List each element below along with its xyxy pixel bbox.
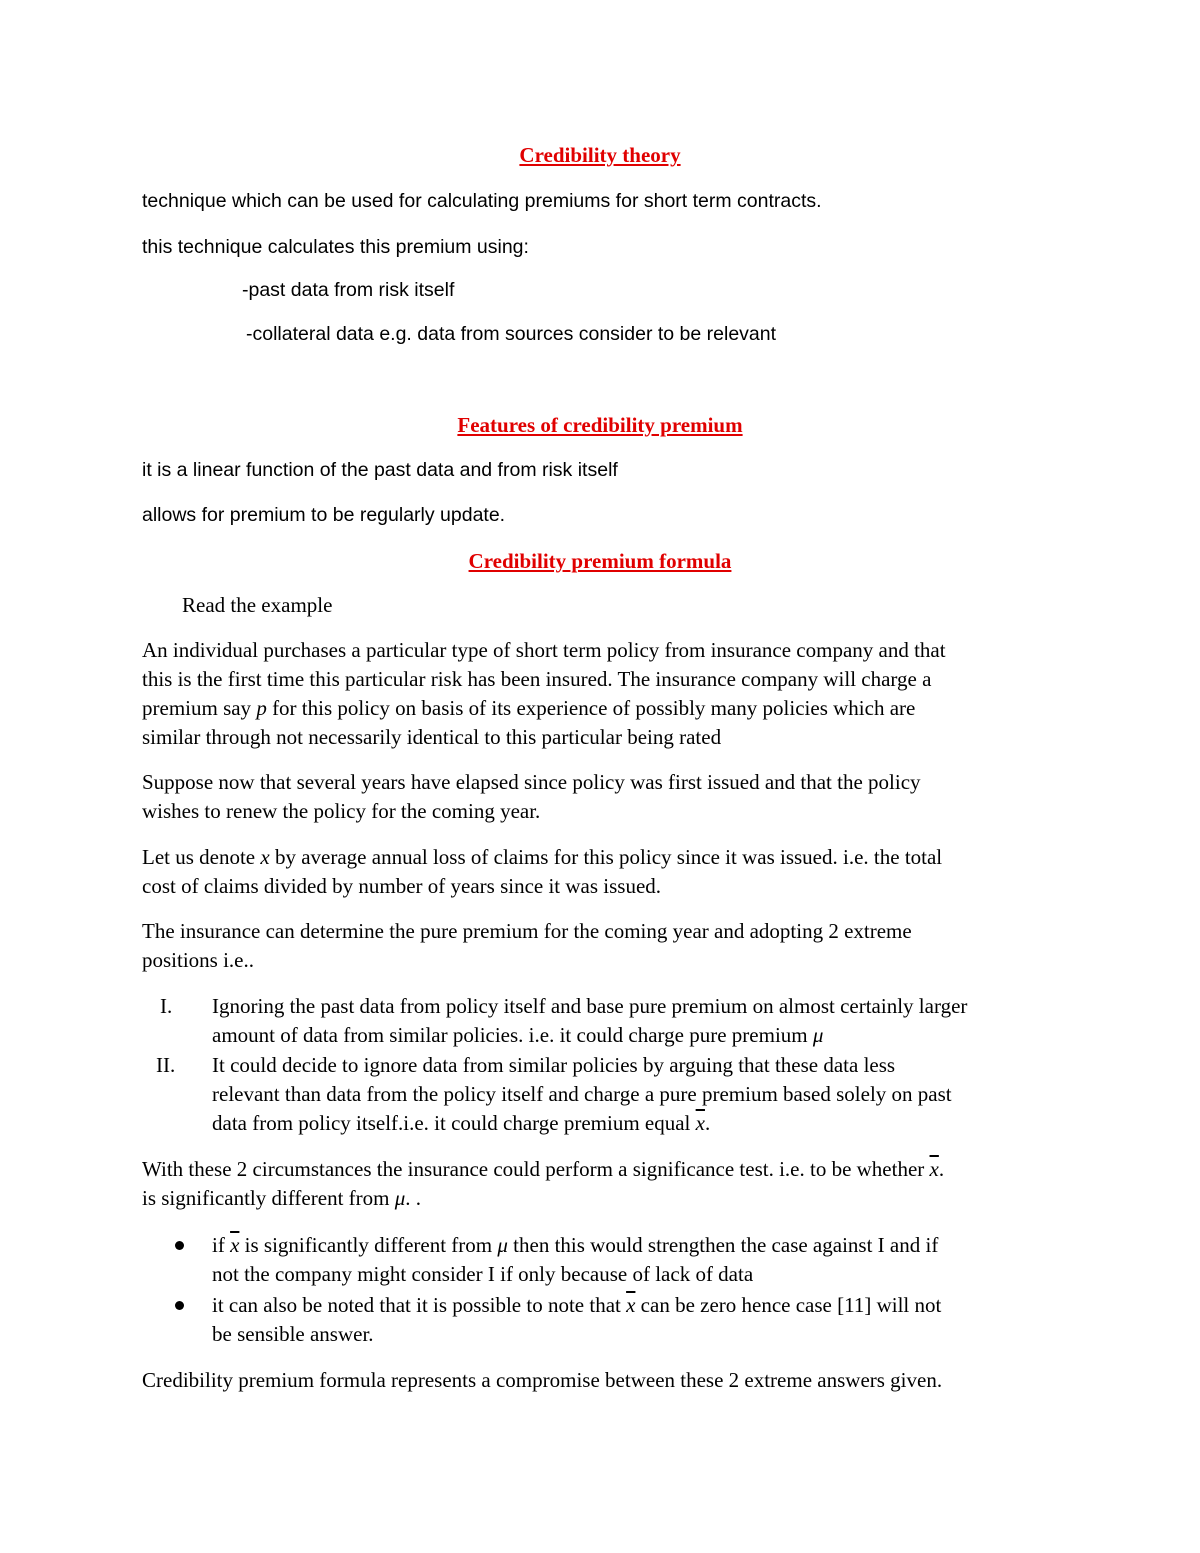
intro-item-2: -collateral data e.g. data from sources consider to be relevant xyxy=(246,323,777,345)
significance-line-2a: is significantly different from xyxy=(142,1186,395,1210)
symbol-p: p xyxy=(256,696,267,720)
para3-line-1b: by average annual loss of claims for this policy since it was issued. i.e. the total xyxy=(269,845,943,869)
numbered-2-line-3b: . xyxy=(704,1111,711,1135)
para3-line-1a: Let us denote xyxy=(142,845,261,869)
symbol-mu: μ xyxy=(394,1186,406,1210)
title-heading: Credibility theory xyxy=(519,143,681,167)
significance-line-1 xyxy=(142,1155,944,1184)
features-heading: Features of credibility premium xyxy=(457,413,743,437)
para1-line-3a: premium say xyxy=(142,696,257,720)
list-marker-1: I. xyxy=(160,994,173,1018)
conclusion: Credibility premium formula represents a compromise between these 2 extreme answers given. xyxy=(142,1368,943,1392)
symbol-mu: μ xyxy=(497,1233,508,1257)
list-marker-2: II. xyxy=(156,1053,176,1077)
numbered-1-line-2a: amount of data from similar policies. i.e. it could charge pure premium xyxy=(212,1023,813,1047)
features-line-2: allows for premium to be regularly update. xyxy=(142,504,506,526)
para2-line-1: Suppose now that several years have elapsed since policy was first issued and that the policy xyxy=(142,770,921,794)
bullet-2-line-1a: it can also be noted that it is possible to note that xyxy=(212,1293,627,1317)
para1-line-1: An individual purchases a particular type of short term policy from insurance company and that xyxy=(142,638,946,662)
bullet-1-line-1 xyxy=(212,1231,938,1260)
para1-line-4: similar through not necessarily identical to this particular being rated xyxy=(142,725,722,749)
para1-line-3b: for this policy on basis of its experience of possibly many policies which are xyxy=(266,696,916,720)
bullet-icon xyxy=(175,1241,184,1250)
numbered-1-line-1: Ignoring the past data from policy itself and base pure premium on almost certainly larger xyxy=(212,994,968,1018)
intro-item-1: -past data from risk itself xyxy=(242,279,455,301)
para2-line-2: wishes to renew the policy for the coming year. xyxy=(142,799,541,823)
bullet-1-line-1b: is significantly different from xyxy=(239,1233,498,1257)
read-example: Read the example xyxy=(182,593,333,617)
para3-line-1 xyxy=(142,843,942,872)
symbol-x-bar: $\overline{x}$ xyxy=(626,1293,636,1317)
formula-heading: Credibility premium formula xyxy=(468,549,732,573)
para1-line-3 xyxy=(142,694,915,723)
symbol-x: x xyxy=(260,845,270,869)
bullet-icon xyxy=(175,1301,184,1310)
bullet-2-line-1 xyxy=(212,1291,941,1320)
features-line-1: it is a linear function of the past data and from risk itself xyxy=(142,459,618,481)
intro-line-1: technique which can be used for calculating premiums for short term contracts. xyxy=(142,190,822,212)
significance-line-1a: With these 2 circumstances the insurance could perform a significance test. i.e. to be whether xyxy=(142,1157,930,1181)
para4-line-2: positions i.e.. xyxy=(142,948,255,972)
significance-line-1b: . xyxy=(938,1157,945,1181)
bullet-2-line-2: be sensible answer. xyxy=(212,1322,374,1346)
significance-line-2 xyxy=(142,1184,421,1213)
intro-line-2: this technique calculates this premium using: xyxy=(142,236,529,258)
bullet-1-line-1c: then this would strengthen the case against I and if xyxy=(507,1233,939,1257)
numbered-2-line-3a: data from policy itself.i.e. it could charge premium equal xyxy=(212,1111,696,1135)
symbol-mu: μ xyxy=(812,1023,824,1047)
numbered-2-line-2: relevant than data from the policy itself and charge a pure premium based solely on past xyxy=(212,1082,952,1106)
numbered-2-line-1: It could decide to ignore data from similar policies by arguing that these data less xyxy=(212,1053,896,1077)
para4-line-1: The insurance can determine the pure premium for the coming year and adopting 2 extreme xyxy=(142,919,912,943)
symbol-x-bar: $\overline{x}$ xyxy=(230,1233,240,1257)
bullet-2-line-1b: can be zero hence case [11] will not xyxy=(635,1293,942,1317)
para3-line-2: cost of claims divided by number of years since it was issued. xyxy=(142,874,662,898)
numbered-2-line-3 xyxy=(212,1109,710,1138)
symbol-x-bar: $\overline{x}$ xyxy=(929,1157,939,1181)
bullet-1-line-1a: if xyxy=(212,1233,231,1257)
numbered-1-line-2 xyxy=(212,1021,823,1050)
symbol-x-bar: $\overline{x}$ xyxy=(695,1111,705,1135)
significance-line-2b: . . xyxy=(405,1186,422,1210)
para1-line-2: this is the first time this particular risk has been insured. The insurance company will charge a xyxy=(142,667,932,691)
bullet-1-line-2: not the company might consider I if only because of lack of data xyxy=(212,1262,754,1286)
